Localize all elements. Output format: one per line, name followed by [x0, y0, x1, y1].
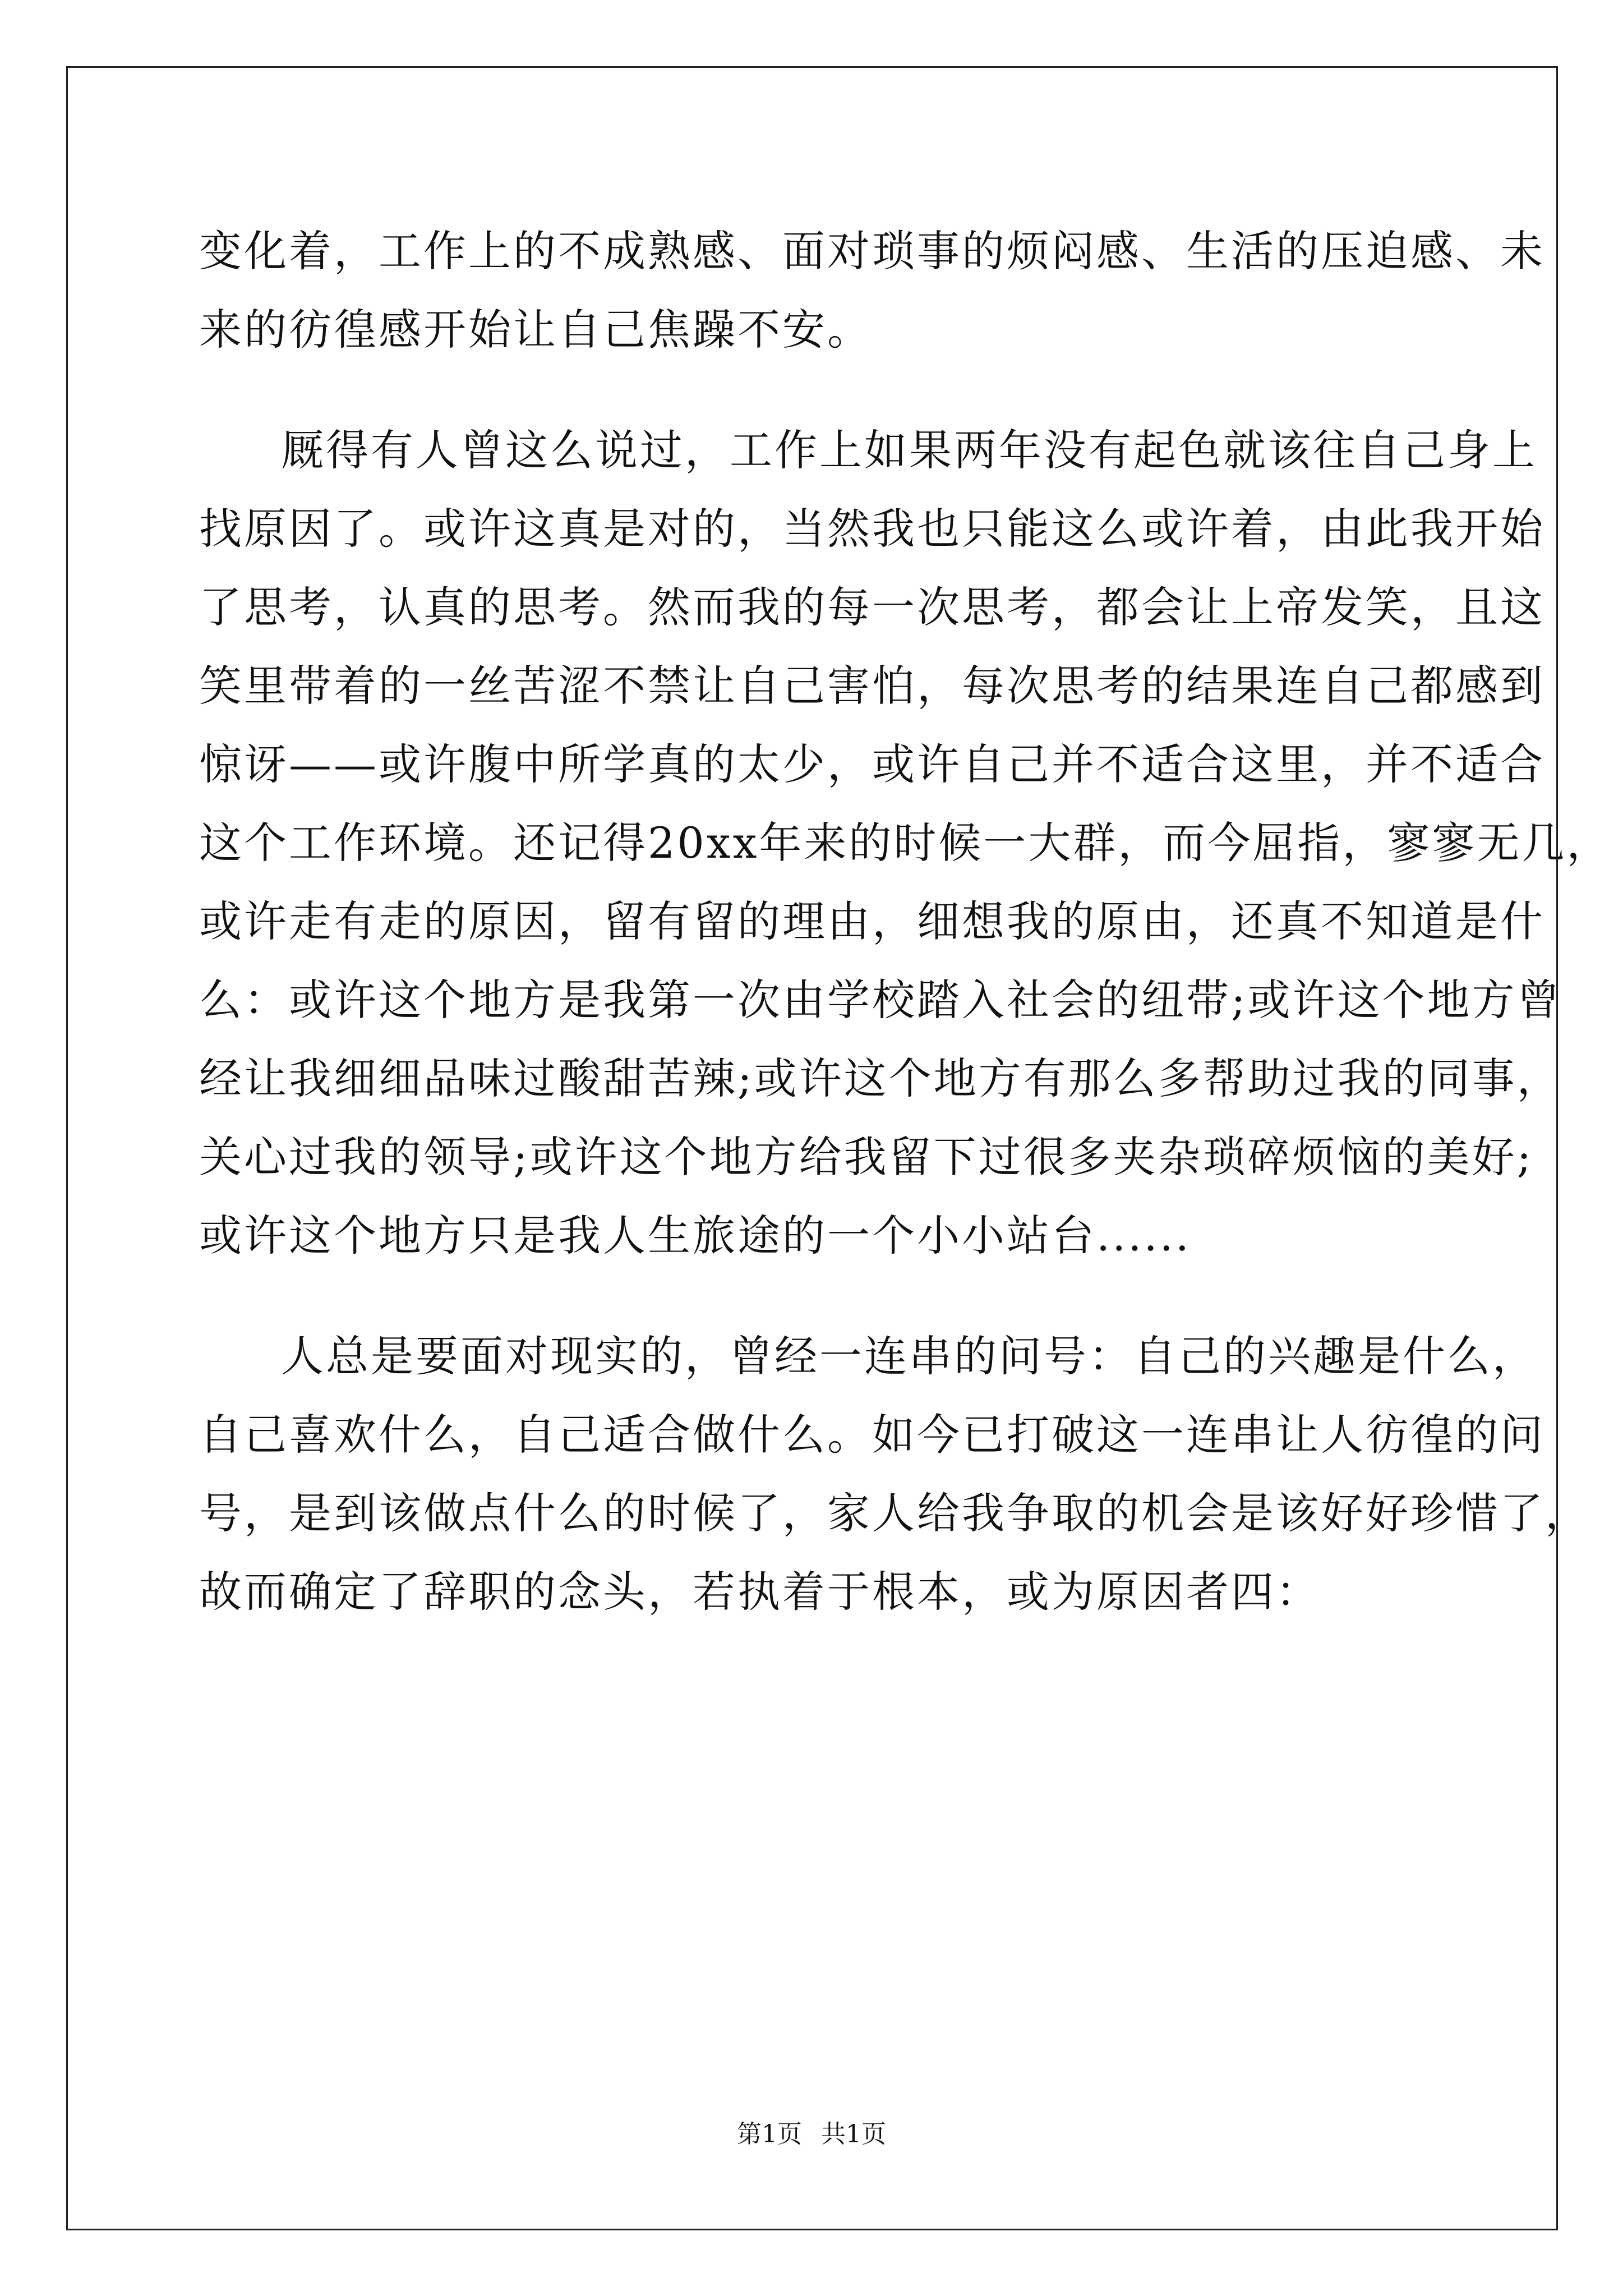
text-line: 这个工作环境。还记得20xx年来的时候一大群，而今屈指，寥寥无几， — [199, 818, 1612, 868]
text-line: 找原因了。或许这真是对的，当然我也只能这么或许着，由此我开始 — [199, 504, 1545, 554]
paragraph-start-line: 厩得有人曾这么说过，工作上如果两年没有起色就该往自己身上 — [281, 425, 1537, 475]
text-line: 变化着，工作上的不成熟感、面对琐事的烦闷感、生活的压迫感、未 — [199, 226, 1545, 276]
page-number: 第1页 — [737, 2120, 802, 2148]
text-line: 或许走有走的原因，留有留的理由，细想我的原由，还真不知道是什 — [199, 896, 1545, 946]
page-total: 共1页 — [821, 2120, 886, 2148]
text-line: 来的彷徨感开始让自己焦躁不安。 — [199, 305, 872, 355]
text-line: 自己喜欢什么，自己适合做什么。如今已打破这一连串让人彷徨的问 — [199, 1410, 1545, 1460]
text-line: 故而确定了辞职的念头，若执着于根本，或为原因者四： — [199, 1567, 1321, 1617]
text-line: 经让我细细品味过酸甜苦辣;或许这个地方有那么多帮助过我的同事， — [199, 1053, 1562, 1103]
text-line: 了思考，认真的思考。然而我的每一次思考，都会让上帝发笑，且这 — [199, 582, 1545, 632]
text-line: 惊讶——或许腹中所学真的太少，或许自己并不适合这里，并不适合 — [199, 739, 1545, 789]
text-line: 么：或许这个地方是我第一次由学校踏入社会的纽带;或许这个地方曾 — [199, 975, 1562, 1025]
text-line: 或许这个地方只是我人生旅途的一个小小站台...... — [199, 1211, 1191, 1260]
text-line: 关心过我的领导;或许这个地方给我留下过很多夹杂琐碎烦恼的美好; — [199, 1132, 1534, 1182]
text-line: 笑里带着的一丝苦涩不禁让自己害怕，每次思考的结果连自己都感到 — [199, 661, 1545, 711]
page-footer — [0, 2118, 1623, 2151]
paragraph-start-line: 人总是要面对现实的，曾经一连串的问号：自己的兴趣是什么， — [281, 1331, 1537, 1381]
text-line: 号，是到该做点什么的时候了，家人给我争取的机会是该好好珍惜了， — [199, 1488, 1590, 1538]
